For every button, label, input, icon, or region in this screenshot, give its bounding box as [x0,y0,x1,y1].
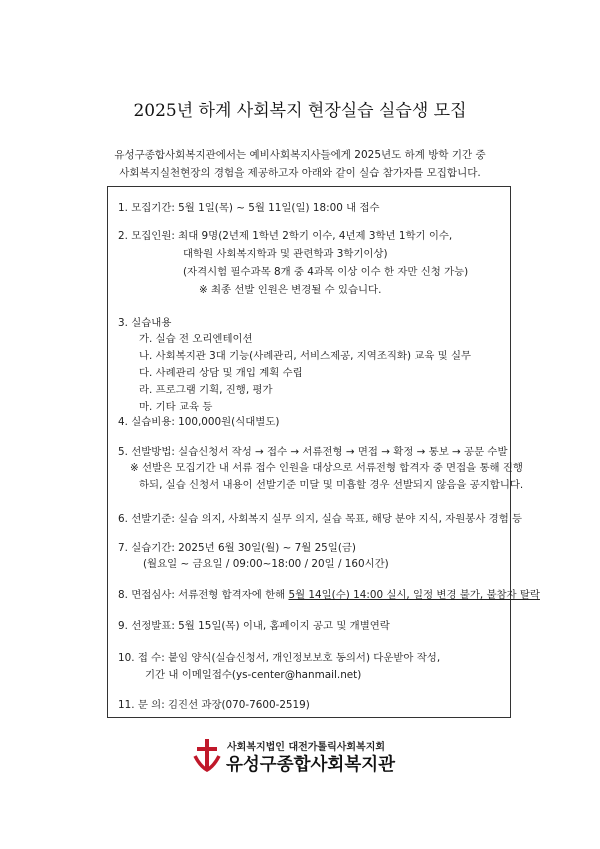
content-item-na: 나. 사회복지관 3대 기능(사례관리, 서비스제공, 지역조직화) 교육 및 실무 [139,350,472,362]
selection-note-1: ※ 선발은 모집기간 내 서류 접수 인원을 대상으로 서류전형 합격자 중 면접을 통해 진행 [130,462,523,474]
recruit-capacity-note: ※ 최종 선발 인원은 변경될 수 있습니다. [199,284,382,296]
fee: 4. 실습비용: 100,000원(식대별도) [118,416,280,428]
announcement: 9. 선정발표: 5월 15일(목) 이내, 홈페이지 공고 및 개별연락 [118,620,390,632]
recruit-capacity-line-3: (자격시험 필수과목 8개 중 4과목 이상 이수 한 자만 신청 가능) [183,266,469,278]
intro-paragraph [0,146,600,182]
recruit-capacity: 2. 모집인원: 최대 9명(2년제 1학년 2학기 이수, 4년제 3학년 1학기 이수, [118,230,453,242]
recruit-period: 1. 모집기간: 5월 1일(목) ~ 5월 11일(일) 18:00 내 접수 [118,202,380,214]
foundation-name: 사회복지법인 대전가톨릭사회복지회 [227,742,386,753]
welfare-center-name: 유성구종합사회복지관 [226,755,396,775]
recruit-capacity-line-2: 대학원 사회복지학과 및 관련학과 3학기이상) [183,248,388,260]
selection-method: 5. 선발방법: 실습신청서 작성 → 접수 → 서류전형 → 면접 → 확정 → 통보 → 공문 수발 [118,446,508,458]
selection-criteria: 6. 선발기준: 실습 의지, 사회복지 실무 의지, 실습 목표, 해당 분야 지식, 자원봉사 경험 등 [118,513,523,525]
interview-date: 5월 14일(수) 14:00 실시, 일정 변경 불가, 불참자 탈락 [288,589,540,601]
application-email: 기간 내 이메일접수(ys-center@hanmail.net) [145,669,362,681]
intro-line-1: 유성구종합사회복지관에서는 예비사회복지사들에게 2025년도 하계 방학 기간 중 [114,149,486,161]
interview-text: 8. 면접심사: 서류전형 합격자에 한해 [118,589,289,601]
content-item-ma: 마. 기타 교육 등 [139,401,213,413]
cross-emblem-icon [193,738,221,772]
contact: 11. 문 의: 김진선 과장(070-7600-2519) [118,699,310,711]
content-item-ga: 가. 실습 전 오리엔테이션 [139,333,253,345]
practice-period: 7. 실습기간: 2025년 6월 30일(월) ~ 7월 25일(금) [118,542,356,554]
document-title: 2025년 하계 사회복지 현장실습 실습생 모집 [133,101,467,121]
organization-logo [193,738,428,774]
selection-note-2: 하되, 실습 신청서 내용이 선발기준 미달 및 미흡할 경우 선발되지 않음을 공지합니다. [139,479,524,491]
content-heading: 3. 실습내용 [118,317,172,329]
recruitment-details-box [107,186,540,718]
application: 10. 접 수: 붙임 양식(실습신청서, 개인정보보호 동의서) 다운받아 작성, [118,652,441,664]
intro-line-2: 사회복지실천현장의 경험을 제공하고자 아래와 같이 실습 참가자를 모집합니다. [119,167,481,179]
content-item-ra: 라. 프로그램 기획, 진행, 평가 [139,384,273,396]
content-item-da: 다. 사례관리 상담 및 개입 계획 수립 [139,367,303,379]
interview [118,589,540,601]
practice-schedule: (월요일 ~ 금요일 / 09:00~18:00 / 20일 / 160시간) [143,558,389,570]
